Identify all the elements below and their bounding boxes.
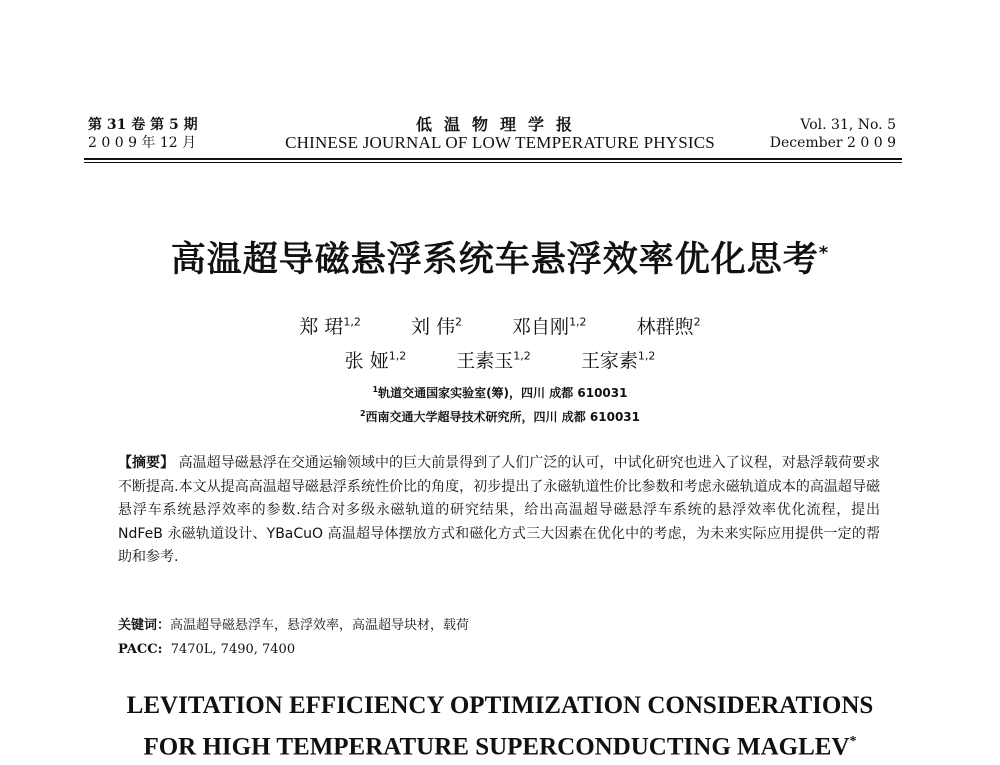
header-rule-thin [84,162,902,163]
author-item [345,346,407,373]
pacc [118,642,295,657]
author-affil-mark: 2 [693,315,701,329]
paper-title [0,232,1000,282]
abstract-text: 高温超导磁悬浮在交通运输领域中的巨大前景得到了人们广泛的认可，中试化研究也进入了议程，对悬浮载荷要求不断提高.本文从提高高温超导磁悬浮系统性价比的角度，初步提出了永磁轨道性价比参数和考虑永磁轨道成本的高温超导磁悬浮车系统悬浮效率的参数.结合对多级永磁轨道的研究结果，给出高温超导磁悬浮车系统的悬浮效率优化流程，提出 NdFeB 永磁轨道设计、YBaCuO 高温超导体摆放方式和磁化方式三大因素在优化中的考虑，为未来实际应用提供一定的帮助和参考. [118,455,881,565]
affiliation-text: 西南交通大学超导技术研究所，四川 成都 610031 [365,410,641,424]
title-footnote-mark: * [818,242,830,264]
header-rule-thick [84,158,902,160]
author-affil-mark: 1,2 [388,349,407,363]
keywords-label: 关键词： [118,618,171,633]
header-volume-en: Vol. 31, No. 5 [800,117,896,133]
pacc-label: PACC: [118,642,163,657]
english-title-footnote-mark: * [849,734,857,749]
affiliation-mark: 1 [372,385,379,394]
author-item [637,312,701,339]
author-affil-mark: 1,2 [569,315,587,329]
affiliation-mark: 2 [359,409,366,418]
author-affil-mark: 1,2 [343,315,361,329]
author-item [299,312,361,339]
author-name: 郑 珺 [299,316,344,338]
keywords [118,614,469,633]
author-item [411,312,462,339]
author-affil-mark: 1,2 [637,349,656,363]
author-name: 王素玉 [456,350,514,372]
header-issue-cn: 第 31 卷 第 5 期 [88,117,198,133]
header-volume-block [770,116,896,152]
author-name: 王家素 [580,350,638,372]
affiliation-text: 轨道交通国家实验室(筹)，四川 成都 610031 [378,386,628,400]
abstract [118,452,880,570]
author-name: 刘 伟 [410,316,455,338]
author-item [581,346,656,373]
english-title-line-2 [0,724,1000,765]
author-affil-mark: 1,2 [513,349,531,363]
affiliation-1 [0,384,1000,401]
english-title-line-2-text: FOR HIGH TEMPERATURE SUPERCONDUCTING MAGLEV [143,733,850,761]
header-date-en: December 2 0 0 9 [769,135,896,151]
author-item [456,346,531,373]
author-name: 林群煦 [636,316,694,338]
author-name: 张 娅 [344,350,389,372]
journal-title-en: CHINESE JOURNAL OF LOW TEMPERATURE PHYSICS [285,133,715,152]
author-row-1 [0,312,1000,339]
author-item [512,312,587,339]
author-row-2 [0,346,1000,373]
paper-title-text: 高温超导磁悬浮系统车悬浮效率优化思考 [170,240,819,280]
abstract-label: 【摘要】 [118,455,175,471]
english-title-line-1: LEVITATION EFFICIENCY OPTIMIZATION CONSIDERATIONS [126,692,874,719]
journal-title-cn: 低温物理学报 [415,115,584,134]
pacc-text: 7470L, 7490, 7400 [170,642,296,657]
keywords-text: 高温超导磁悬浮车，悬浮效率，高温超导块材，载荷 [170,618,470,633]
header-date-cn: 2 0 0 9 年 12 月 [88,135,197,151]
affiliation-2 [0,408,1000,425]
author-name: 邓自刚 [512,316,570,338]
author-affil-mark: 2 [455,315,462,329]
